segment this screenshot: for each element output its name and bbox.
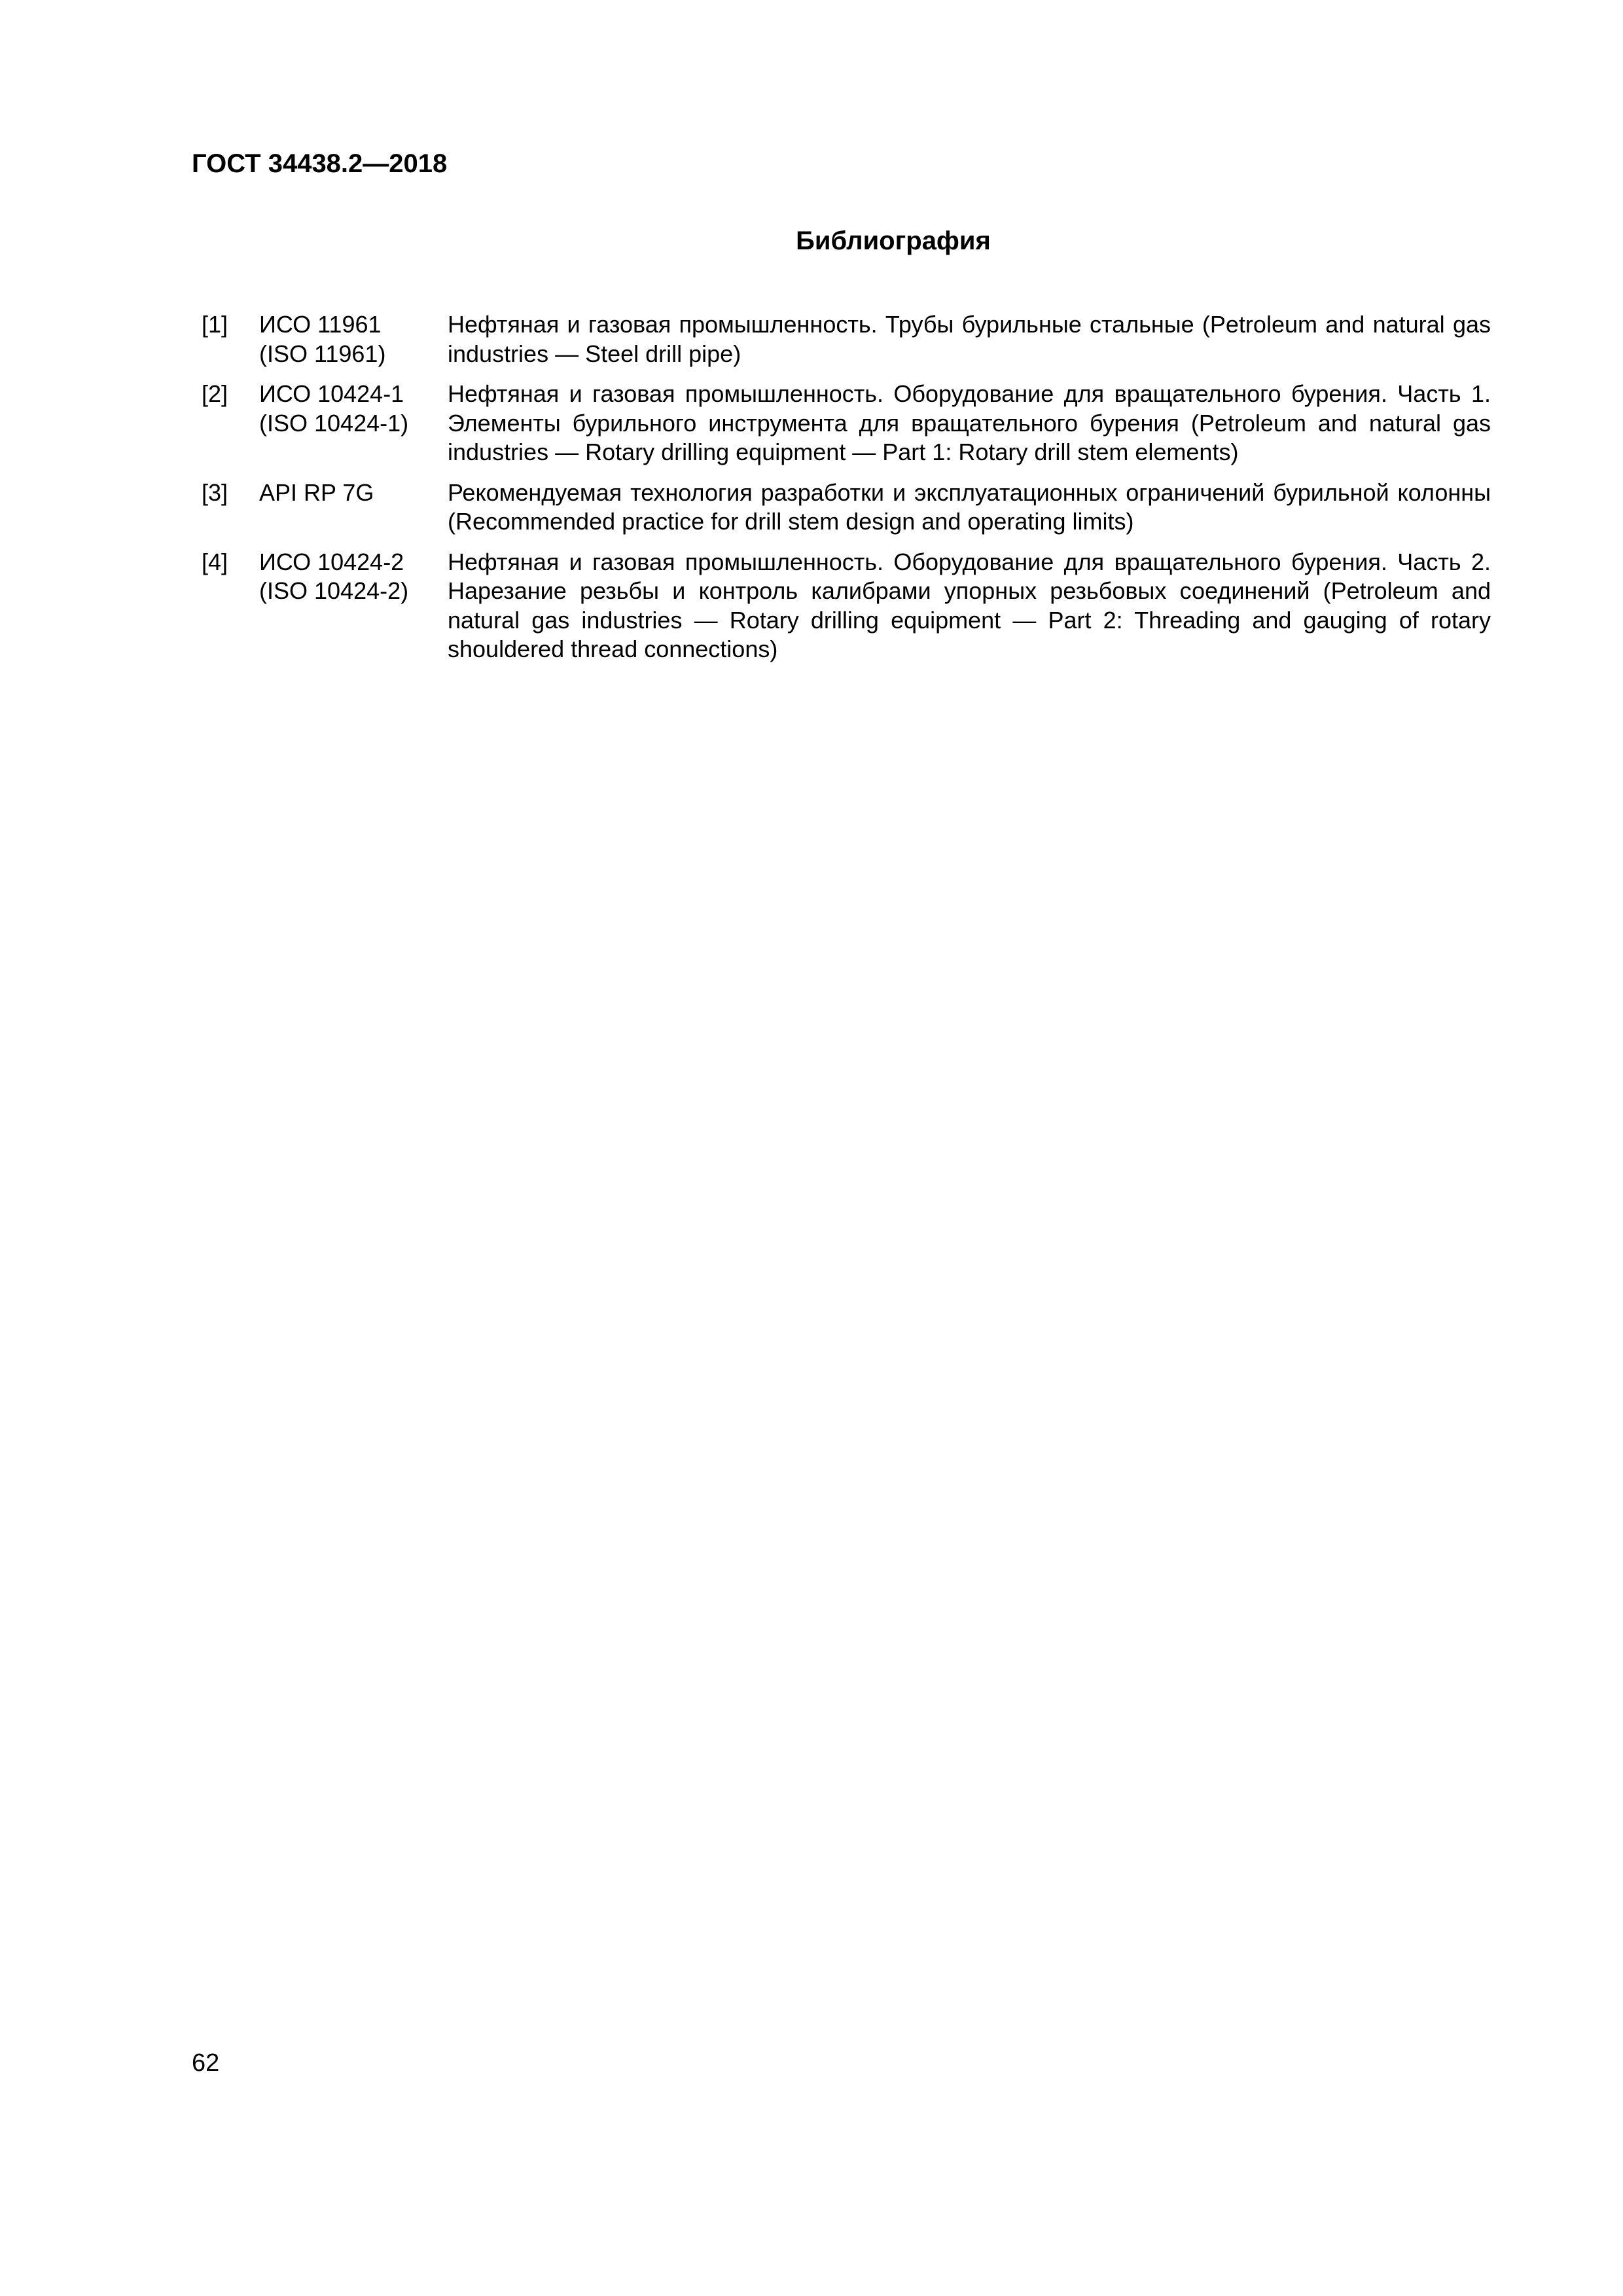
page-number: 62 — [192, 2049, 220, 2077]
entry-code-secondary: (ISO 11961) — [259, 340, 386, 367]
entry-code-secondary: (ISO 10424-1) — [259, 409, 409, 437]
entry-text: Нефтяная и газовая промышленность. Оборудование для вращательного бурения. Часть 1. Элементы бурильного инструмента для вращательного бурения (Petroleum and natural gas industries — Rotary drilling equipment — Part 1: Rotary drill stem elements) — [448, 380, 1491, 465]
entry-code — [259, 380, 448, 438]
section-title: Библиография — [796, 226, 991, 255]
entry-text: Нефтяная и газовая промышленность. Оборудование для вращательного бурения. Часть 2. Нарезание резьбы и контроль калибрами упорных резьбовых соединений (Petroleum and natural gas industries — Rotary drilling equipment — Part 2: Threading and gauging of rotary shouldered thread connections) — [448, 548, 1491, 662]
entry-code-primary: ИСО 10424-2 — [259, 548, 404, 575]
entry-code — [259, 478, 448, 508]
entry-number: [3] — [202, 478, 228, 506]
document-standard-code: ГОСТ 34438.2—2018 — [192, 149, 448, 178]
entry-text: Рекомендуемая технология разработки и эксплуатационных ограничений бурильной колонны (Recommended practice for drill stem design and operating limits) — [448, 478, 1491, 535]
entry-code-secondary: (ISO 10424-2) — [259, 577, 409, 604]
entry-code-primary: ИСО 10424-1 — [259, 380, 404, 407]
bibliography-list — [202, 310, 1491, 675]
entry-code-primary: API RP 7G — [259, 478, 374, 506]
bibliography-entry — [202, 380, 1491, 467]
bibliography-entry — [202, 478, 1491, 537]
entry-number: [4] — [202, 548, 228, 575]
entry-text: Нефтяная и газовая промышленность. Трубы бурильные стальные (Petroleum and natural gas industries — Steel drill pipe) — [448, 311, 1491, 367]
bibliography-entry — [202, 310, 1491, 368]
entry-number: [2] — [202, 380, 228, 407]
entry-number: [1] — [202, 311, 228, 338]
entry-code — [259, 548, 448, 606]
entry-code — [259, 310, 448, 368]
entry-code-primary: ИСО 11961 — [259, 311, 382, 338]
bibliography-entry — [202, 548, 1491, 664]
